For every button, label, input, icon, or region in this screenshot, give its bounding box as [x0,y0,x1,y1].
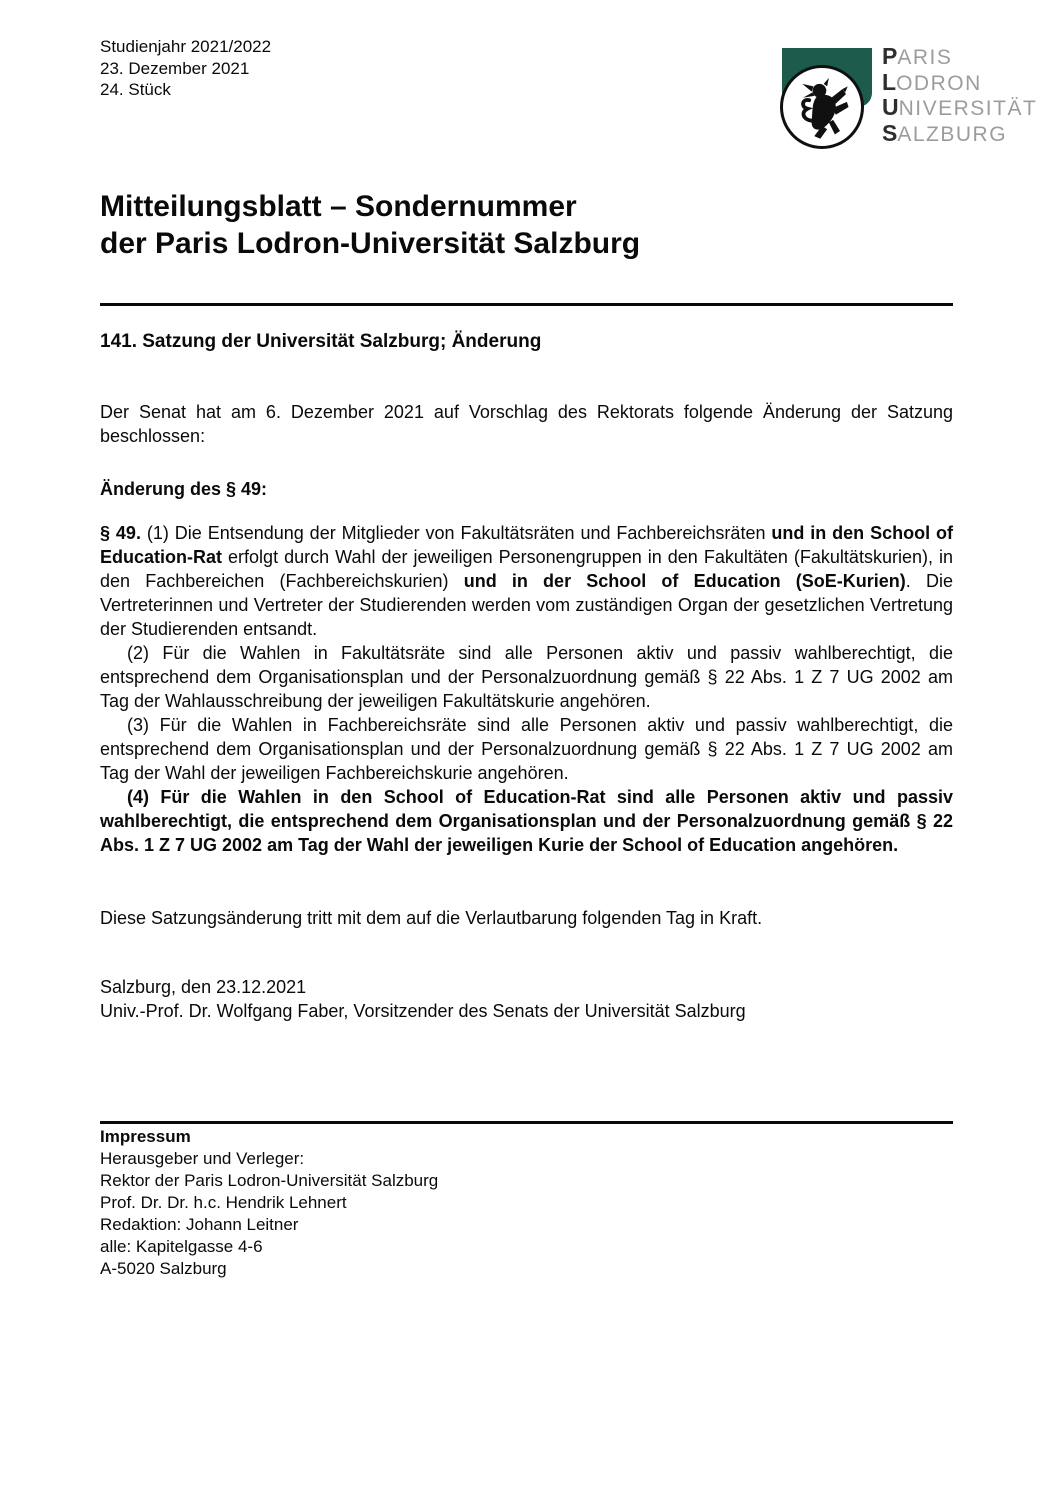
article-body [100,521,953,857]
signature-place-date: Salzburg, den 23.12.2021 [100,977,307,997]
signature-name: Univ.-Prof. Dr. Wolfgang Faber, Vorsitzender des Senats der Universität Salzburg [100,1001,746,1021]
divider-top [100,303,953,306]
logo-word-paris: PARIS [882,43,953,69]
impressum-title: Impressum [100,1127,191,1146]
paragraph-1: § 49. (1) Die Entsendung der Mitglieder von Fakultätsräten und Fachbereichsräten und in den School of Education-Rat erfolgt durch Wahl der jeweiligen Personengruppen in den Fakultäten (Fakultätskurien), in den Fachbereichen (Fachbereichskurien) und in der School of Education (SoE-Kurien). Die Vertreterinnen und Vertreter der Studierenden werden vom zuständigen Organ der gesetzlichen Vertretung der Studierenden entsandt. [100,523,953,639]
divider-impressum [100,1121,953,1124]
paragraph-4: (4) Für die Wahlen in den School of Education-Rat sind alle Personen aktiv und passiv wahlberechtigt, die entsprechend dem Organisationsplan und der Personalzuordnung gemäß § 22 Abs. 1 Z 7 UG 2002 am Tag der Wahl der jeweiligen Kurie der School of Education angehören. [100,787,953,855]
page-title-line2: der Paris Lodron-Universität Salzburg [100,227,641,260]
impressum-publisher: Rektor der Paris Lodron-Universität Salzburg [100,1171,439,1190]
meta-issue: 24. Stück [100,80,171,99]
page-title [100,188,953,262]
logo-word-salzburg: SALZBURG [882,119,1008,146]
paragraph-3: (3) Für die Wahlen in Fachbereichsräte sind alle Personen aktiv und passiv wahlberechtigt, die entsprechend dem Organisationsplan und der Personalzuordnung gemäß § 22 Abs. 1 Z 7 UG 2002 am Tag der Wahl der jeweiligen Fachbereichskurie angehören. [100,715,953,783]
impressum-redaktion: Redaktion: Johann Leitner [100,1215,299,1234]
article-heading: 141. Satzung der Universität Salzburg; Änderung [100,331,542,352]
lion-emblem-icon [780,65,864,149]
impressum-block [100,1126,953,1280]
signature-block [100,975,953,1023]
impressum-publisher-label: Herausgeber und Verleger: [100,1149,305,1168]
impressum-address: alle: Kapitelgasse 4-6 [100,1237,263,1256]
meta-studienjahr: Studienjahr 2021/2022 [100,37,272,56]
logo-wordmark [882,44,1037,146]
meta-date: 23. Dezember 2021 [100,58,250,78]
section-heading: Änderung des § 49: [100,479,268,499]
effect-note: Diese Satzungsänderung tritt mit dem auf die Verlautbarung folgenden Tag in Kraft. [100,908,763,928]
impressum-city: A-5020 Salzburg [100,1259,227,1278]
intro-paragraph: Der Senat hat am 6. Dezember 2021 auf Vorschlag des Rektorats folgende Änderung der Satzung beschlossen: [100,402,953,446]
impressum-rector: Prof. Dr. Dr. h.c. Hendrik Lehnert [100,1193,347,1212]
logo-word-universitaet: UNIVERSITÄT [882,94,1038,120]
logo-word-lodron: LODRON [882,68,982,95]
page-title-line1: Mitteilungsblatt – Sondernummer [100,190,577,223]
paragraph-2: (2) Für die Wahlen in Fakultätsräte sind alle Personen aktiv und passiv wahlberechtigt, die entsprechend dem Organisationsplan und der Personalzuordnung gemäß § 22 Abs. 1 Z 7 UG 2002 am Tag der Wahlausschreibung der jeweiligen Fakultätskurie angehören. [100,643,953,711]
